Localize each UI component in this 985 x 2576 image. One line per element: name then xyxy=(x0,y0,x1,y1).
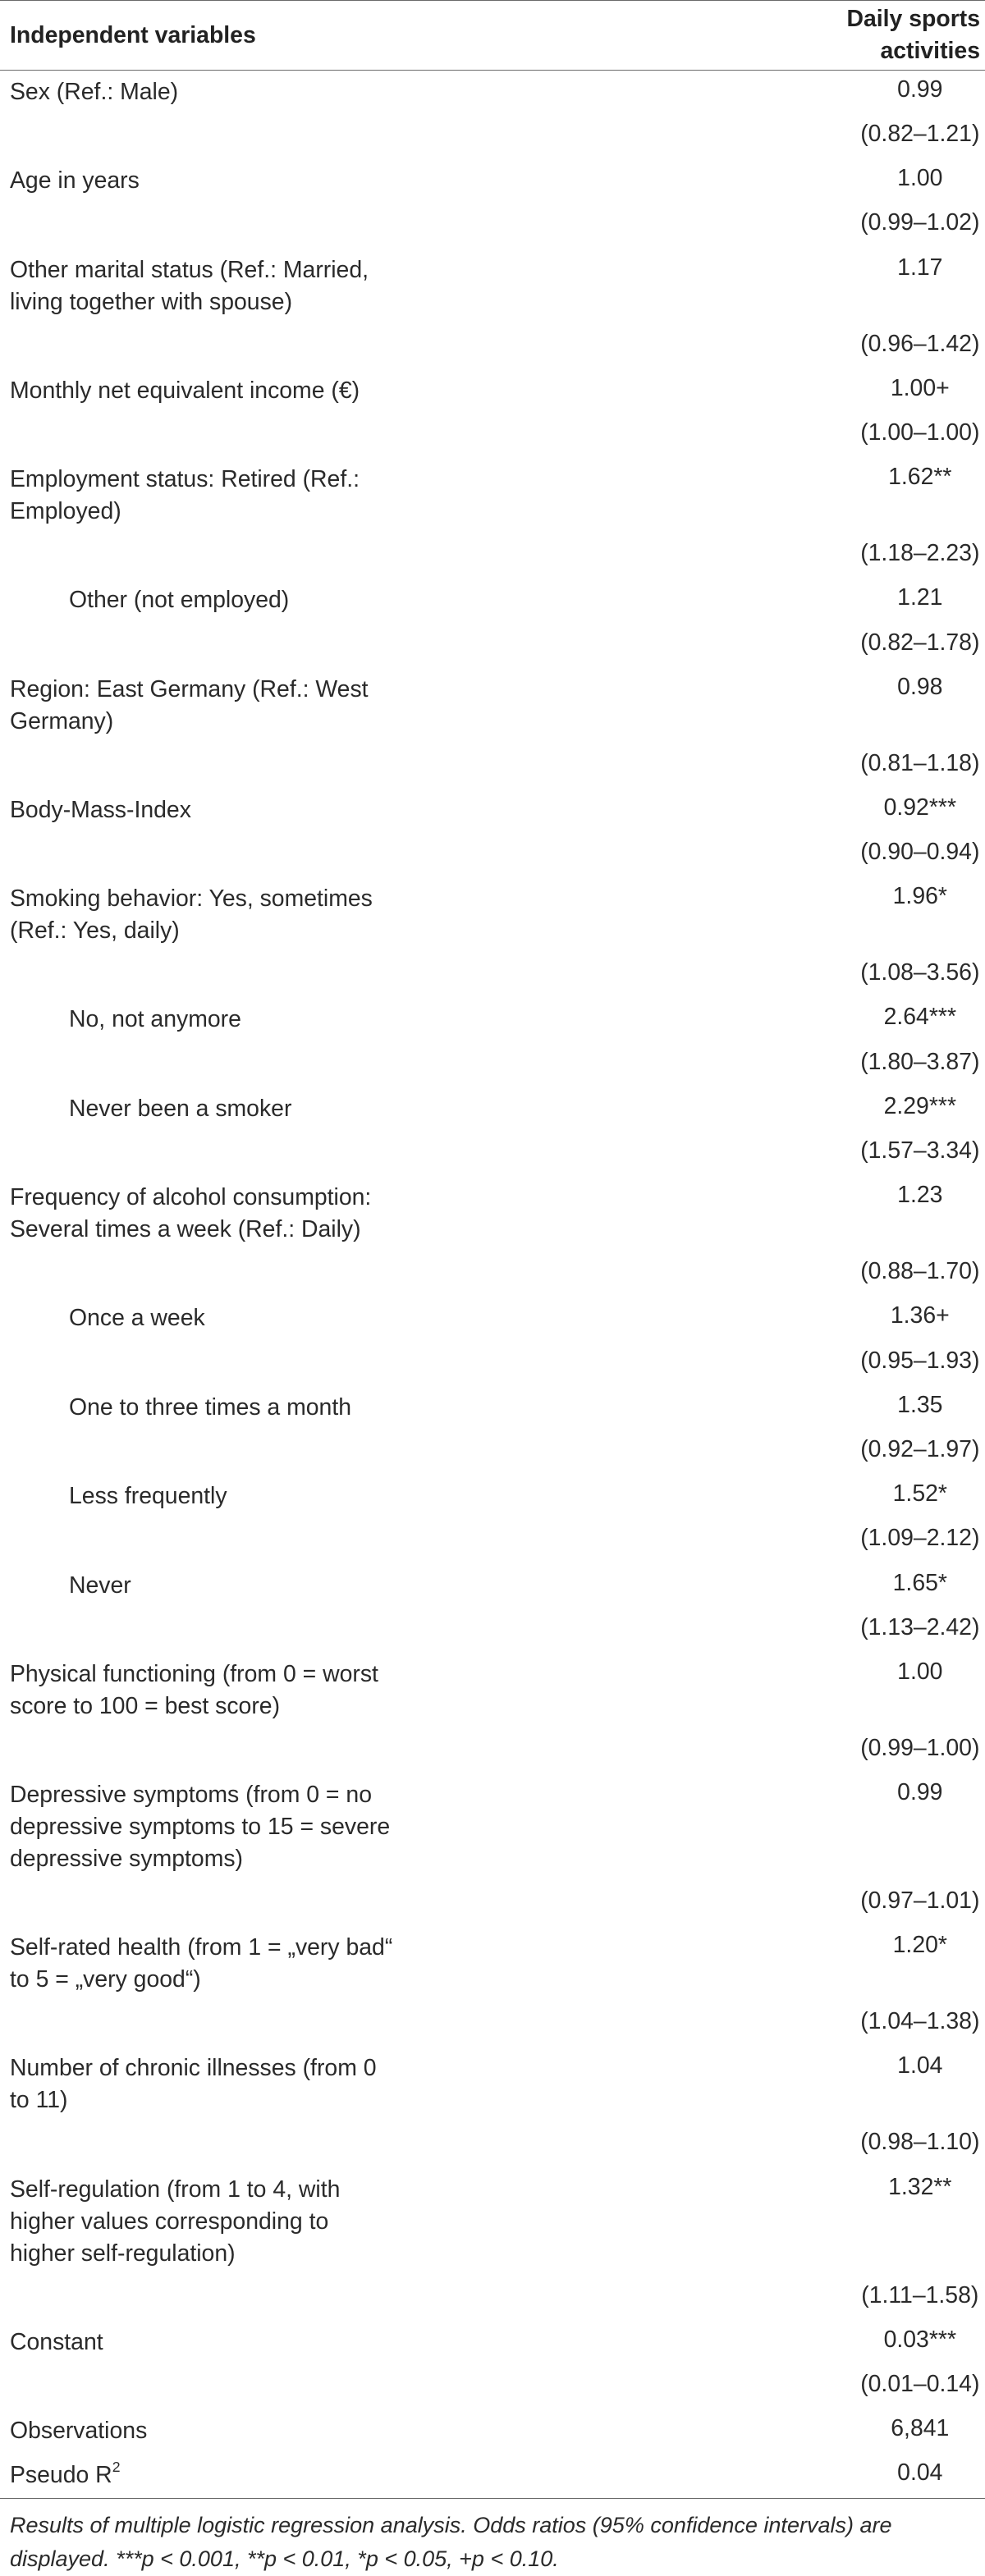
variable-label-text: Pseudo R xyxy=(10,2462,112,2489)
variable-label-empty xyxy=(0,1132,741,1176)
variable-label-text: Once a week xyxy=(69,1305,205,1332)
odds-ratio: 0.99 xyxy=(897,1779,943,1806)
odds-ratio: 2.64*** xyxy=(883,1004,956,1031)
table-row xyxy=(0,877,985,954)
table-row xyxy=(0,668,985,744)
variable-label-empty xyxy=(0,1608,741,1653)
confidence-interval: (0.95–1.93) xyxy=(860,1347,980,1374)
confidence-interval: (0.82–1.21) xyxy=(860,121,980,147)
odds-ratio: 1.00 xyxy=(897,165,943,192)
table-row xyxy=(0,833,985,877)
confidence-interval: (1.80–3.87) xyxy=(860,1048,980,1075)
table-row xyxy=(0,115,985,159)
table-row xyxy=(0,2002,985,2047)
table-row xyxy=(0,579,985,623)
table-header-row xyxy=(0,1,985,71)
variable-label-text: Employment status: Retired (Ref.: Employed) xyxy=(10,466,360,525)
variable-label-empty xyxy=(0,204,741,248)
confidence-interval: (0.81–1.18) xyxy=(860,749,980,776)
variable-label xyxy=(0,2047,741,2123)
variable-label xyxy=(0,877,741,954)
variable-label xyxy=(0,1475,741,1519)
table-row xyxy=(0,1342,985,1386)
table-footnote: Results of multiple logistic regression analysis. Odds ratios (95% confidence intervals) are displayed. ***p < 0.001, **p < 0.01, *p < 0.05, +p < 0.10. xyxy=(10,2513,892,2572)
confidence-interval: (1.57–3.34) xyxy=(860,1137,980,1164)
table-row xyxy=(0,1386,985,1430)
variable-label-text: Sex (Ref.: Male) xyxy=(10,79,179,105)
variable-label-text: Self-regulation (from 1 to 4, with higher values corresponding to higher self-regulation) xyxy=(10,2176,341,2267)
table-row xyxy=(0,369,985,414)
variable-label xyxy=(0,458,741,534)
variable-label xyxy=(0,2454,741,2499)
table-row xyxy=(0,1475,985,1519)
table-row xyxy=(0,1608,985,1653)
variable-label-text: Physical functioning (from 0 = worst score to 100 = best score) xyxy=(10,1660,378,1719)
confidence-interval: (1.04–1.38) xyxy=(860,2008,980,2035)
variable-label-text: Frequency of alcohol consumption: Several times a week (Ref.: Daily) xyxy=(10,1184,372,1243)
variable-label-text: One to three times a month xyxy=(69,1393,352,1421)
variable-label-text: Depressive symptoms (from 0 = no depressive symptoms to 15 = severe depressive symptoms) xyxy=(10,1782,391,1873)
variable-label-empty xyxy=(0,534,741,579)
variable-label xyxy=(0,2409,741,2454)
table-row xyxy=(0,71,985,116)
odds-ratio: 0.98 xyxy=(897,673,943,700)
variable-label-text: Region: East Germany (Ref.: West Germany) xyxy=(10,675,369,734)
table-row xyxy=(0,1564,985,1608)
confidence-interval: (1.13–2.42) xyxy=(860,1613,980,1640)
variable-label-text: Age in years xyxy=(10,167,140,194)
odds-ratio: 0.03*** xyxy=(883,2326,956,2353)
odds-ratio: 1.21 xyxy=(897,584,943,611)
table-row xyxy=(0,1132,985,1176)
variable-label-text: Monthly net equivalent income (€) xyxy=(10,377,360,404)
variable-label-text: Never been a smoker xyxy=(69,1095,292,1122)
variable-label-text: No, not anymore xyxy=(69,1006,241,1033)
table-row xyxy=(0,744,985,789)
variable-label-text: Other (not employed) xyxy=(69,587,290,614)
odds-ratio: 0.92*** xyxy=(883,794,956,821)
variable-label xyxy=(0,1653,741,1729)
confidence-interval: (0.82–1.78) xyxy=(860,629,980,656)
variable-label xyxy=(0,249,741,325)
variable-label xyxy=(0,1297,741,1341)
variable-label-empty xyxy=(0,744,741,789)
table-body xyxy=(0,71,985,2499)
variable-label-text: Other marital status (Ref.: Married, living together with spouse) xyxy=(10,256,369,315)
variable-label-text: Less frequently xyxy=(69,1483,227,1510)
variable-label xyxy=(0,789,741,833)
table-row xyxy=(0,1087,985,1132)
variable-label-empty xyxy=(0,624,741,668)
table-row xyxy=(0,2047,985,2123)
variable-label-text: Self-rated health (from 1 = „very bad“ to 5 = „very good“) xyxy=(10,1934,393,1993)
variable-label-text: Number of chronic illnesses (from 0 to 11) xyxy=(10,2055,377,2114)
confidence-interval: (0.96–1.42) xyxy=(860,330,980,357)
odds-ratio: 1.04 xyxy=(897,2052,943,2080)
variable-label-empty xyxy=(0,1882,741,1926)
variable-label-empty xyxy=(0,1729,741,1773)
odds-ratio: 2.29*** xyxy=(883,1092,956,1119)
table-row xyxy=(0,624,985,668)
variable-label-text: Constant xyxy=(10,2328,103,2355)
variable-label xyxy=(0,1926,741,2002)
odds-ratio: 6,841 xyxy=(891,2415,950,2442)
table-row xyxy=(0,2409,985,2454)
variable-label-empty xyxy=(0,2002,741,2047)
table-row xyxy=(0,1430,985,1475)
confidence-interval: (1.18–2.23) xyxy=(860,540,980,567)
table-row xyxy=(0,2321,985,2365)
table-row xyxy=(0,534,985,579)
table-row xyxy=(0,2168,985,2276)
table-row xyxy=(0,1252,985,1297)
odds-ratio: 1.35 xyxy=(897,1391,943,1418)
odds-ratio: 1.00+ xyxy=(890,374,950,401)
table-row xyxy=(0,159,985,204)
odds-ratio: 1.65* xyxy=(892,1569,947,1596)
table-row xyxy=(0,1773,985,1882)
table-row xyxy=(0,998,985,1042)
table-row xyxy=(0,789,985,833)
confidence-interval: (0.99–1.02) xyxy=(860,209,980,236)
variable-label xyxy=(0,579,741,623)
table-row xyxy=(0,325,985,369)
variable-label xyxy=(0,1087,741,1132)
table-row xyxy=(0,204,985,248)
odds-ratio: 1.20* xyxy=(892,1932,947,1959)
variable-label-empty xyxy=(0,2276,741,2321)
superscript: 2 xyxy=(112,2459,121,2476)
variable-label xyxy=(0,2321,741,2365)
table-row xyxy=(0,1297,985,1341)
odds-ratio: 1.23 xyxy=(897,1182,943,1209)
variable-label-text: Observations xyxy=(10,2418,148,2445)
variable-label xyxy=(0,369,741,414)
confidence-interval: (0.97–1.01) xyxy=(860,1887,980,1915)
variable-label-empty xyxy=(0,2365,741,2409)
table-row xyxy=(0,2365,985,2409)
odds-ratio: 0.04 xyxy=(741,2454,985,2499)
variable-label xyxy=(0,1176,741,1252)
header-independent-variables: Independent variables xyxy=(0,1,741,71)
table-row xyxy=(0,1043,985,1087)
variable-label-empty xyxy=(0,1252,741,1297)
variable-label-empty xyxy=(0,954,741,998)
odds-ratio: 1.62** xyxy=(888,464,952,491)
odds-ratio: 1.17 xyxy=(897,254,943,281)
confidence-interval: (0.98–1.10) xyxy=(860,2129,980,2156)
table-row xyxy=(0,2276,985,2321)
odds-ratio: 1.00 xyxy=(897,1658,943,1685)
table-row xyxy=(0,1176,985,1252)
odds-ratio: 0.99 xyxy=(897,76,943,103)
confidence-interval: (0.99–1.00) xyxy=(860,1734,980,1761)
variable-label xyxy=(0,159,741,204)
variable-label-empty xyxy=(0,2123,741,2167)
table-row xyxy=(0,458,985,534)
variable-label xyxy=(0,1773,741,1882)
table-row xyxy=(0,1729,985,1773)
variable-label-text: Body-Mass-Index xyxy=(10,796,191,823)
table-row xyxy=(0,1519,985,1563)
table-row xyxy=(0,2454,985,2499)
confidence-interval: (1.00–1.00) xyxy=(860,419,980,446)
odds-ratio: 1.52* xyxy=(892,1480,947,1508)
variable-label xyxy=(0,998,741,1042)
variable-label-empty xyxy=(0,1430,741,1475)
variable-label-empty xyxy=(0,115,741,159)
odds-ratio: 1.96* xyxy=(892,883,947,910)
variable-label xyxy=(0,1386,741,1430)
table-row xyxy=(0,954,985,998)
confidence-interval: (1.11–1.58) xyxy=(861,2281,979,2308)
variable-label-text: Smoking behavior: Yes, sometimes (Ref.: Yes, daily) xyxy=(10,885,373,945)
confidence-interval: (0.01–0.14) xyxy=(860,2371,980,2397)
variable-label xyxy=(0,668,741,744)
variable-label-empty xyxy=(0,325,741,369)
table-row xyxy=(0,414,985,458)
table-row xyxy=(0,2123,985,2167)
header-daily-sports-activities: Daily sports activities xyxy=(741,1,985,71)
variable-label xyxy=(0,2168,741,2276)
variable-label xyxy=(0,71,741,116)
variable-label-empty xyxy=(0,414,741,458)
variable-label-empty xyxy=(0,1342,741,1386)
odds-ratio: 1.36+ xyxy=(890,1302,950,1329)
confidence-interval: (0.90–0.94) xyxy=(860,839,980,866)
table-row xyxy=(0,1882,985,1926)
variable-label-empty xyxy=(0,833,741,877)
confidence-interval: (1.09–2.12) xyxy=(860,1525,980,1552)
table-row xyxy=(0,249,985,325)
confidence-interval: (0.92–1.97) xyxy=(860,1435,980,1462)
variable-label-text: Never xyxy=(69,1572,131,1599)
variable-label xyxy=(0,1564,741,1608)
variable-label-empty xyxy=(0,1519,741,1563)
variable-label-empty xyxy=(0,1043,741,1087)
table-row xyxy=(0,1926,985,2002)
odds-ratio: 1.32** xyxy=(888,2173,952,2200)
confidence-interval: (1.08–3.56) xyxy=(860,959,980,986)
table-row xyxy=(0,1653,985,1729)
confidence-interval: (0.88–1.70) xyxy=(860,1258,980,1285)
